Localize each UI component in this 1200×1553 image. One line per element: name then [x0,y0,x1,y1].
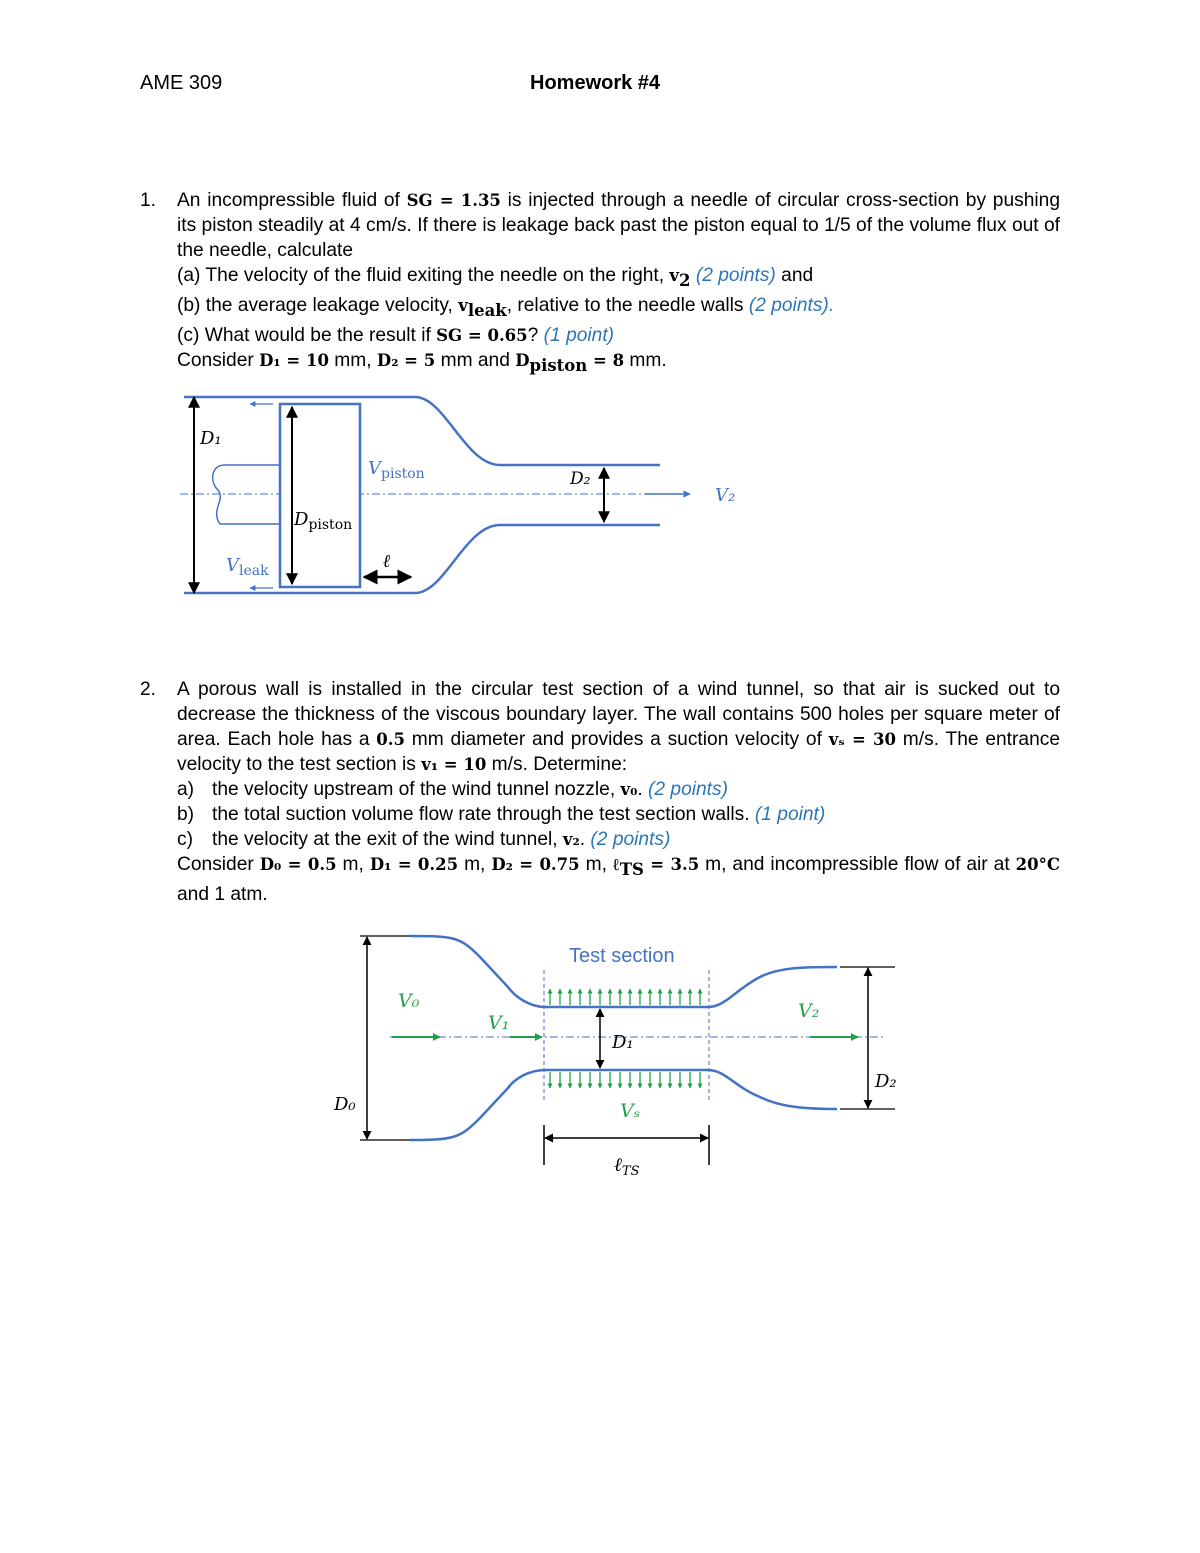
needle-bottom-wall [184,525,660,593]
problem-1-number: 1. [140,190,157,211]
page-title: Homework #4 [530,72,661,94]
label-d1: D₁ [200,428,222,449]
points-label: (1 point) [543,324,615,346]
suction-arrows-bottom [550,1072,700,1088]
problem-1 [140,188,1060,377]
problem-1-part-c: (c) What would be the result if SG = 0.65? (1 point) [177,324,615,346]
label-v1: V₁ [488,1012,510,1034]
label-vleak: $V_{leak}$ [226,555,269,579]
problem-1-given: Consider D₁ = 10 mm, D₂ = 5 mm and $D_{piston} = 8$ mm. [177,349,667,375]
problem-2-part-c: c) the velocity at the exit of the wind tunnel, v₂. (2 points) [177,829,671,850]
problem-1-intro: An incompressible fluid of SG = 1.35 is injected through a needle of circular cross-section by pushing its piston steadily at 4 cm/s. If there is leakage back past the piston equal to 1/5 of the volume flux out of the needle, calculate [177,190,1060,261]
points-label: (1 point) [754,804,826,825]
points-label: (2 points) [748,294,829,316]
problem-2-intro: A porous wall is installed in the circular test section of a wind tunnel, so that air is sucked out to decrease the thickness of the viscous boundary layer. The wall contains 500 holes per square meter of area. Each hole has a 0.5 mm diameter and provides a suction velocity of vₛ = 30 m/s. The entrance velocity to the test section is v₁ = 10 m/s. Determine: [177,679,1061,775]
label-vs: Vₛ [620,1100,641,1122]
problem-2-part-a: a) the velocity upstream of the wind tunnel nozzle, v₀. (2 points) [177,779,728,800]
sg-expression: SG = 1.35 [406,191,501,210]
problem-2-part-b: b) the total suction volume flow rate through the test section walls. (1 point) [177,804,826,825]
label-d1: D₁ [612,1032,634,1053]
suction-arrows-top [550,989,700,1005]
label-ell: ℓ [383,551,391,572]
course-code: AME 309 [140,72,223,94]
points-label: (2 points) [648,779,728,800]
problem-2 [140,677,1060,907]
points-label: (2 points) [695,265,776,286]
label-d2: D₂ [875,1071,897,1092]
label-d0: D₀ [334,1094,356,1115]
label-lts: ℓ$_{TS}$ [614,1154,640,1179]
label-v2: V₂ [715,485,736,506]
needle-diagram [170,385,760,610]
test-section-title: Test section [569,945,675,967]
label-v2: V₂ [798,1000,820,1022]
wind-tunnel-diagram [330,925,910,1180]
problem-2-given: Consider D₀ = 0.5 m, D₁ = 0.25 m, D₂ = 0.75 m, ℓ$_{TS}$ = 3.5 m, and incompressible flow of air at 20°C and 1 atm. [177,854,1060,905]
label-vpiston: $V_{piston}$ [368,458,425,482]
problem-1-part-a: (a) The velocity of the fluid exiting the needle on the right, $v_2$ (2 points) and [177,265,814,290]
label-v0: V₀ [398,990,420,1012]
label-d2: D₂ [570,469,591,489]
needle-top-wall [184,397,660,465]
points-label: (2 points) [590,829,671,850]
problem-1-part-b: (b) the average leakage velocity, $v_{leak}$, relative to the needle walls (2 points). [177,294,835,320]
label-dpiston: $D_{piston}$ [294,509,353,533]
problem-2-number: 2. [140,679,157,700]
